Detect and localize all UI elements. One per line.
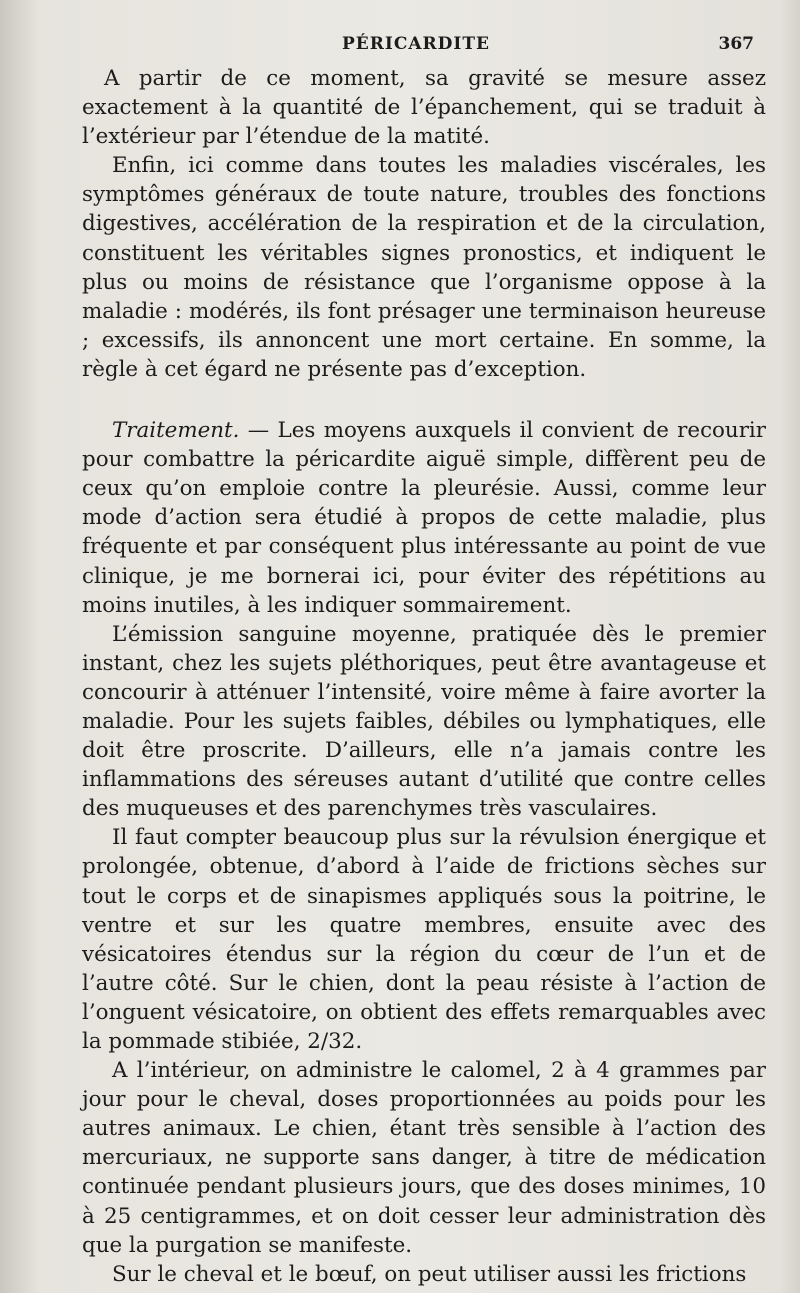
running-title: PÉRICARDITE <box>342 34 490 54</box>
paragraph-traitement <box>82 416 766 620</box>
paragraph: Sur le cheval et le bœuf, on peut utiliser aussi les frictions <box>112 1261 747 1287</box>
paragraph: A l’intérieur, on administre le calomel, 2 à 4 grammes par jour pour le cheval, doses proportionnées au poids pour les autres animaux. Le chien, étant très sensible à l’action des mercuriaux, ne supporte sans danger, à titre de médication continuée pendant plusieurs jours, que des doses minimes, 10 à 25 centigrammes, et on doit cesser leur administration dès que la purgation se manifeste. <box>82 1058 766 1258</box>
section-separator <box>82 384 766 416</box>
page-body <box>82 64 766 1289</box>
paragraph: Il faut compter beaucoup plus sur la révulsion énergique et prolongée, obtenue, d’abord à l’aide de frictions sèches sur tout le corps et de sinapismes appliqués sous la poitrine, le ventre et sur les quatre membres, ensuite avec des vésicatoires étendus sur la région du cœur de l’un et de l’autre côté. Sur le chien, dont la peau résiste à l’action de l’onguent vésicatoire, on obtient des effets remarquables avec la pommade stibiée, 2/32. <box>82 825 766 1054</box>
paragraph: A partir de ce moment, sa gravité se mesure assez exactement à la quantité de l’épanchement, qui se traduit à l’extérieur par l’étendue de la matité. <box>82 66 766 150</box>
page-header <box>82 34 754 56</box>
paragraph: L’émission sanguine moyenne, pratiquée dès le premier instant, chez les sujets pléthoriques, peut être avantageuse et concourir à atténuer l’intensité, voire même à faire avorter la maladie. Pour les sujets faibles, débiles ou lymphatiques, elle doit être proscrite. D’ailleurs, elle n’a jamais contre les inflammations des séreuses autant d’utilité que contre celles des muqueuses et des parenchymes très vasculaires. <box>82 621 766 822</box>
paragraph-text: — Les moyens auxquels il convient de recourir pour combattre la péricardite aiguë simple, diffèrent peu de ceux qu’on emploie contre la pleurésie. Aussi, comme leur mode d’action sera étudié à propos de cette maladie, plus fréquente et par conséquent plus intéressante au point de vue clinique, je me bornerai ici, pour éviter des répétitions au moins inutiles, à les indiquer sommairement. <box>82 418 766 618</box>
paragraph: Enfin, ici comme dans toutes les maladies viscérales, les symptômes généraux de toute nature, troubles des fonctions digestives, accélération de la respiration et de la circulation, constituent les véritables signes pronostics, et indiquent le plus ou moins de résistance que l’organisme oppose à la maladie : modérés, ils font présager une terminaison heureuse ; excessifs, ils annoncent une mort certaine. En somme, la règle à cet égard ne présente pas d’exception. <box>82 153 766 382</box>
page-number: 367 <box>718 34 754 54</box>
run-in-heading: Traitement. <box>112 418 240 444</box>
